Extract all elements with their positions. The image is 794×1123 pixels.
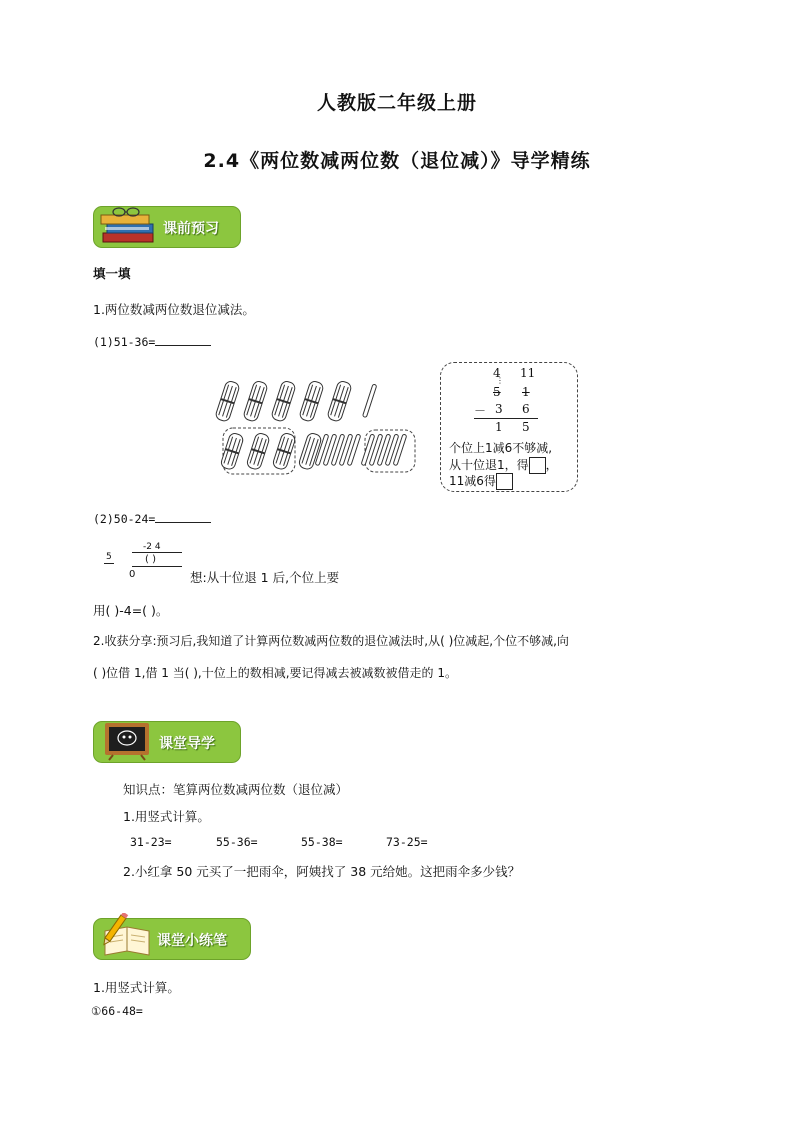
question-1a: (1)51-36= [93,333,211,349]
box-text-2: 从十位退1，得 ， [449,458,558,472]
borrow-ones: 11 [520,366,536,380]
practice-banner [93,915,251,959]
preview-banner-label: 课前预习 [163,221,219,237]
small-left-bottom: 0 [129,569,136,580]
guide-question-2: 2.小红拿 50 元买了一把雨伞，阿姨找了 38 元给她。这把雨伞多少钱？ [123,864,521,879]
guide-banner [93,718,239,762]
calc-3: 55-38= [301,835,343,849]
question-1: 1.两位数减两位数退位减法。 [93,302,255,317]
small-left-line [104,563,114,564]
result-ones: 5 [522,420,530,434]
box-text-3: 11减6得 [449,472,513,490]
calc-2: 55-36= [216,835,258,849]
notebook-pencil-icon [101,913,155,959]
small-left-top: 5 [106,552,112,562]
minuend-tens: 5 [493,385,501,399]
bundle [243,380,269,422]
question-2-line2: ( )位借 1,借 1 当( ),十位上的数相减,要记得减去被减数被借走的 1。 [93,666,457,680]
calc-4: 73-25= [386,835,428,849]
fill-heading: 填一填 [93,266,131,281]
think-text: 想:从十位退 1 后,个位上要 [190,570,340,585]
page-title: 人教版二年级上册 [316,92,477,114]
question-2-line1: 2.收获分享:预习后,我知道了计算两位数减两位数的退位减法时,从( )位减起,个位不够减,向 [93,634,569,648]
page-subtitle: 2.4《两位数减两位数（退位减）》导学精练 [203,150,591,172]
knowledge-point: 知识点：笔算两位数减两位数（退位减） [123,782,349,797]
small-right-line [132,552,182,553]
subtrahend-tens: 3 [495,402,503,416]
answer-box-2[interactable] [496,473,513,490]
books-icon [99,203,161,247]
minus-sign: － [474,404,487,418]
borrow-dots: ⋮ [496,376,504,385]
bundle [327,380,353,422]
practice-item-1: ①66-48= [91,1004,143,1018]
result-tens: 1 [495,420,503,434]
answer-box-1[interactable] [529,457,546,474]
calc-1: 31-23= [130,835,172,849]
practice-question-1: 1.用竖式计算。 [93,980,180,995]
single-stick [362,384,376,418]
minuend-ones: 1 [522,385,530,399]
small-right-paren: ( ) [145,554,156,565]
guide-banner-label: 课堂导学 [159,736,215,752]
box-text-1: 个位上1减6不够减, [449,441,553,455]
guide-question-1: 1.用竖式计算。 [123,809,210,824]
chalkboard-icon [103,719,153,761]
practice-banner-label: 课堂小练笔 [157,933,227,949]
bundle [299,380,325,422]
use-text: 用( )-4=( )。 [93,603,169,618]
subtrahend-ones: 6 [522,402,530,416]
stick-bundles-illustration [215,370,430,482]
bundle [215,380,240,422]
small-right-top: -2 4 [143,542,161,552]
question-1b: (2)50-24= [93,510,211,526]
borrow-tens: 4 [493,366,501,380]
preview-banner [93,203,239,247]
small-right-line-2 [132,566,182,567]
bundle [271,380,297,422]
sum-line [474,418,538,419]
